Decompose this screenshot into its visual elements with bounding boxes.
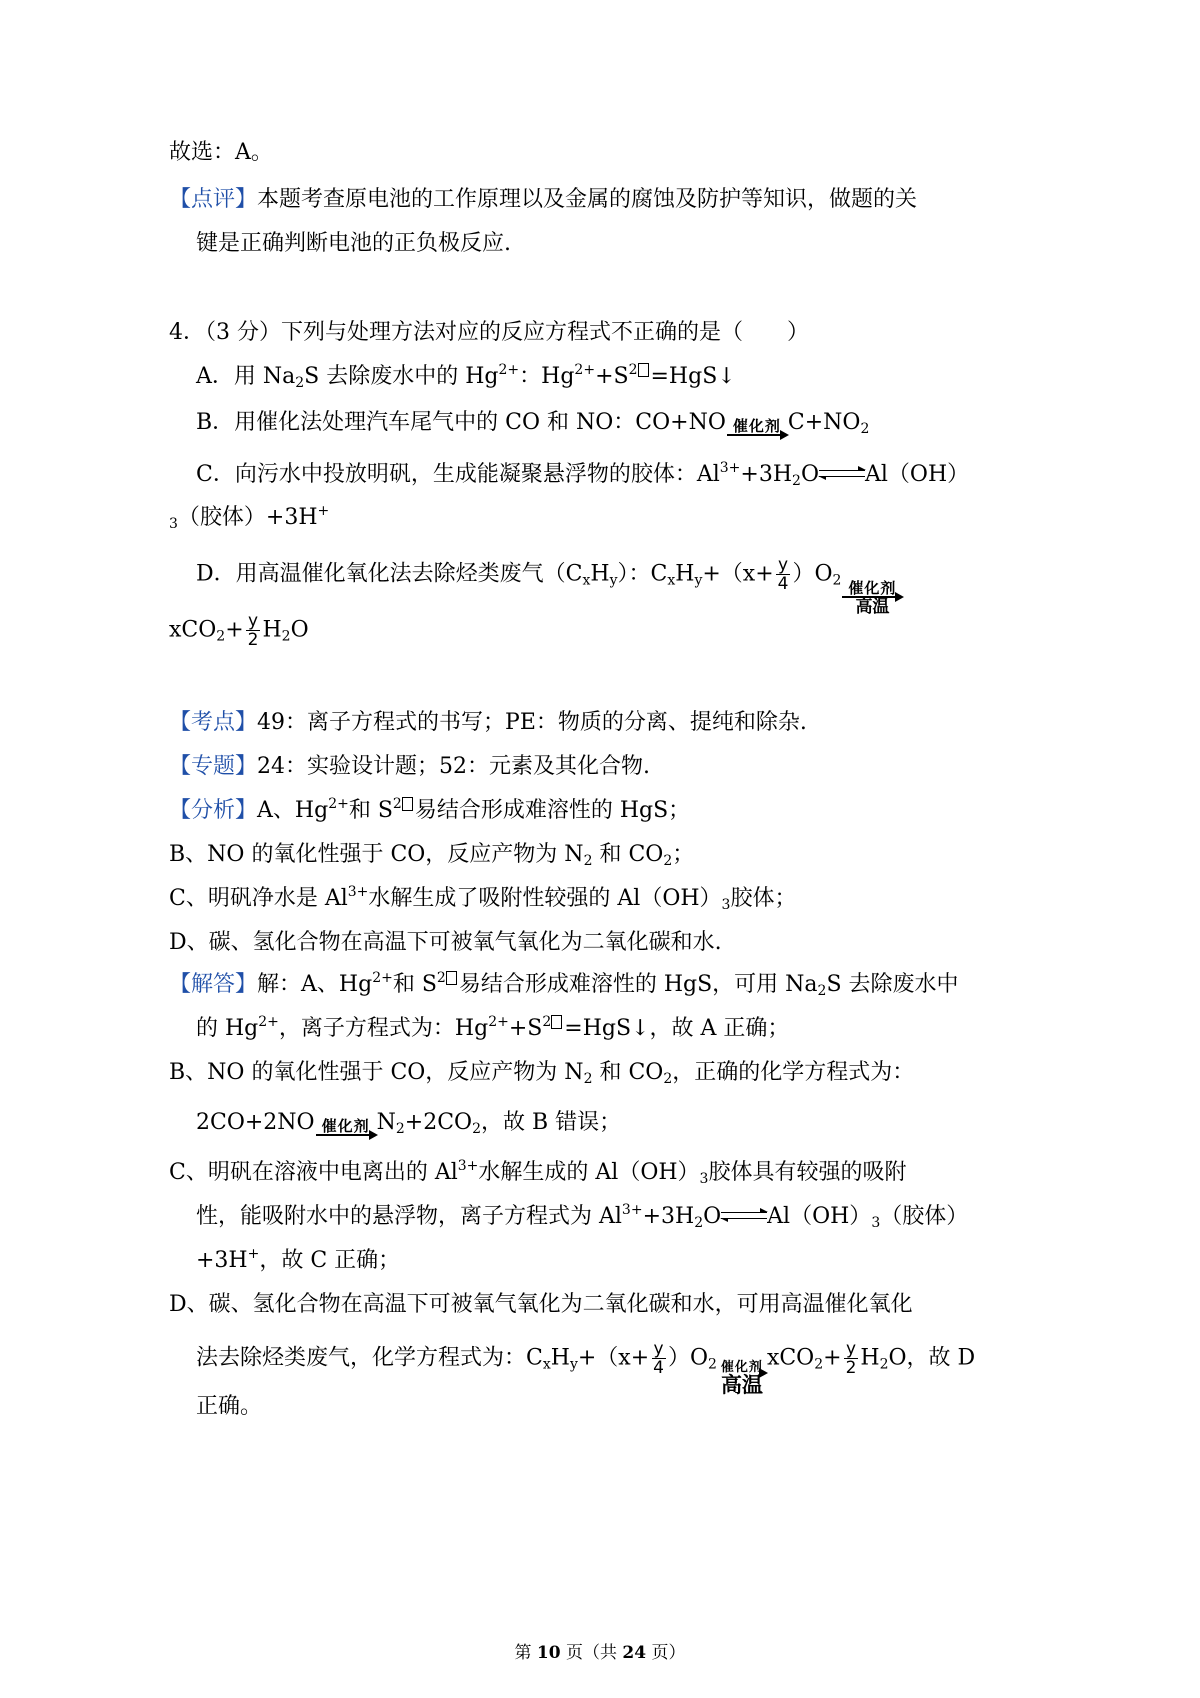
option-b: B．用催化法处理汽车尾气中的 CO 和 NO：CO+NO 催化剂 $C+NO_2$ [196, 410, 870, 437]
missing-glyph-icon [638, 363, 649, 377]
solution-c-1: C、明矾在溶液中电离出的 $Al^{3+}$水解生成的 $Al(OH)_3$胶体具有较强的吸附 [169, 1158, 907, 1187]
topic: 【专题】24：实验设计题；52：元素及其化合物. [169, 754, 650, 779]
page-number: 10 [536, 1643, 561, 1663]
solution-d-3: 正确。 [196, 1394, 263, 1419]
solution-d-1: D、碳、氢化合物在高温下可被氧气氧化为二氧化碳和水，可用高温催化氧化 [169, 1292, 913, 1317]
equilibrium-arrow-icon [819, 468, 865, 480]
analysis-b: B、NO 的氧化性强于 CO，反应产物为 $N_2$ 和 $CO_2$； [169, 842, 695, 869]
analysis-a: 【分析】A、$Hg^{2+}$和 $S^2$ 易结合形成难溶性的 HgS； [169, 796, 691, 823]
analysis-d: D、碳、氢化合物在高温下可被氧气氧化为二氧化碳和水. [169, 930, 722, 955]
solution-a-1: 【解答】解：A、$Hg^{2+}$和 $S^2$ 易结合形成难溶性的 HgS，可用 $Na_2S$ 去除废水中 [169, 970, 959, 999]
analysis-c: C、明矾净水是 $Al^{3+}$水解生成了吸附性较强的 $Al(OH)_3$胶体； [169, 884, 797, 913]
review-tag: 【点评】 [169, 187, 258, 212]
missing-glyph-icon [551, 1015, 562, 1029]
fraction: $\frac{y}{2}$ [247, 611, 259, 650]
catalyst-arrow-icon: 催化剂 [316, 1118, 376, 1136]
option-c: C．向污水中投放明矾，生成能凝聚悬浮物的胶体：$Al^{3+}+3H_2O$ Al（OH） [196, 460, 970, 489]
catalyst-heat-arrow-icon: 催化剂 高温 [720, 1359, 763, 1397]
catalyst-heat-arrow-icon: 催化剂 高温 [842, 580, 902, 616]
question-4-stem: 4．（3 分）下列与处理方法对应的反应方程式不正确的是（ ） [169, 320, 809, 345]
solution-a-2: 的 $Hg^{2+}$，离子方程式为：$Hg^{2+}+S^2$ =HgS↓，故 A 正确； [196, 1014, 790, 1041]
option-d-cont: xCO$_2$+ $\frac{y}{2}$ $H_2O$ [169, 611, 309, 650]
page-total: 24 [622, 1643, 647, 1663]
answer-choice: 故选：A。 [169, 140, 273, 165]
catalyst-arrow-icon: 催化剂 [727, 418, 787, 436]
missing-glyph-icon [446, 971, 457, 985]
fraction: $\frac{y}{2}$ [845, 1339, 857, 1378]
fraction: $\frac{y}{4}$ [777, 555, 789, 594]
equilibrium-arrow-icon [721, 1210, 767, 1222]
option-a: A．用 $Na_2S$ 去除废水中的 $Hg^{2+}$：$Hg^{2+}+S^2$ =HgS↓ [196, 362, 736, 391]
solution-d-2: 法去除烃类废气，化学方程式为：$C_xH_y+(x+$ $\frac{y}{4}$ ）$O_2$ 催化剂 高温 xCO$_2$+ $\frac{y}{2}$ $H_2O$，故 D [196, 1339, 976, 1397]
page-footer: 第 10 页（共 24 页） [514, 1643, 686, 1663]
solution-c-2: 性，能吸附水中的悬浮物，离子方程式为 $Al^{3+}+3H_2O$ $Al(OH)_3$（胶体） [196, 1202, 969, 1231]
fraction: $\frac{y}{4}$ [653, 1339, 664, 1378]
solution-c-3: +3H+，故 C 正确； [196, 1246, 401, 1273]
knowledge-point: 【考点】49：离子方程式的书写；PE：物质的分离、提纯和除杂. [169, 710, 807, 735]
solution-b-2: 2CO+2NO 催化剂 $N_2+2CO_2$，故 B 错误； [196, 1110, 622, 1137]
review-line-1: 【点评】本题考查原电池的工作原理以及金属的腐蚀及防护等知识，做题的关 [169, 187, 918, 212]
missing-glyph-icon [402, 797, 413, 811]
option-d: D．用高温催化氧化法去除烃类废气$(C_xH_y)$：$C_xH_y+(x+$ $\frac{y}{4}$ ）$O_2$ 催化剂 高温 [196, 556, 903, 616]
solution-b-1: B、NO 的氧化性强于 CO，反应产物为 $N_2$ 和 $CO_2$，正确的化学方程式为： [169, 1060, 915, 1087]
review-line-2: 键是正确判断电池的正负极反应. [196, 231, 511, 256]
option-c-cont: $_3$（胶体）+3H+ [169, 503, 330, 532]
